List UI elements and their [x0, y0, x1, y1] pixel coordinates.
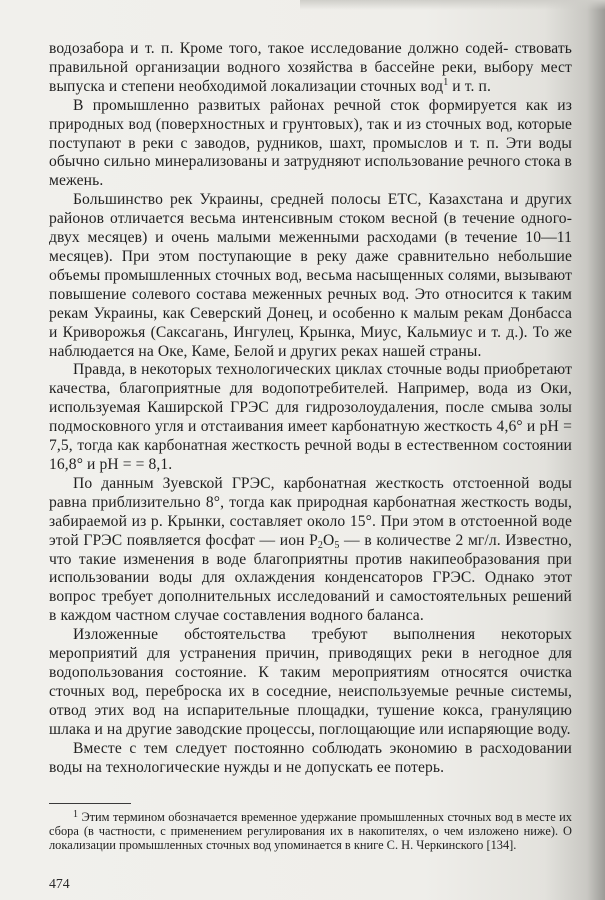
formula-subscript-5: 5: [334, 539, 340, 551]
paragraph-1-line-2: ствовать правильной организации водного хозяйства в бассейне: [49, 40, 572, 76]
paragraph-1: [49, 40, 572, 97]
phosphate-formula: [309, 532, 339, 549]
page-number: 474: [49, 876, 70, 891]
paragraph-6: Изложенные обстоятельства требуют выполнения некоторых мероприятий для устранения причин, приводящих реки в негодное для водопользования состояние. К таким мероприятиям относятся очистка сточных вод, переброска их в соседние, неиспользуемые речные системы, отвод этих вод на испарительные площадки, тушение кокса, грануляцию шлака и на другие заводские процессы, поглощающие или испаряющие воду.: [49, 626, 572, 738]
footnote-reference: 1: [443, 76, 449, 88]
footnote-text-block: [49, 810, 572, 853]
page-edge-shadow: [300, 0, 605, 10]
footnote: [49, 810, 572, 853]
paragraph-2: В промышленно развитых районах речной сток формируется как из природных вод (поверхностных и грунтовых), так и из сточных вод, которые поступают в реки с заводов, рудников, шахт, промыслов и т. п. Эти воды обычно сильно минерализованы и затрудняют использование речного стока в межень.: [49, 96, 572, 190]
paragraph-5-after-formula: — в количестве 2 мг/л. Известно, что такие изменения в воде благоприятны против накипеобразования при использовании воды для охлаждения конденсаторов ГРЭС. Однако этот вопрос требует дополнительных исследований и самостоятельных решений в каждом частном случае составления водного баланса.: [49, 531, 572, 625]
paragraph-5: [49, 475, 572, 626]
paragraph-3: Большинство рек Украины, средней полосы ЕТС, Казахстана и других районов отличается весьма интенсивным стоком весной (в течение одного-двух месяцев) и очень малыми меженными расходами (в течение 10—11 месяцев). При этом поступающие в реку даже сравнительно небольшие объемы промышленных сточных вод, весьма насыщенных солями, вызывают повышение солевого состава меженных речных вод. Это относится к таким рекам Украины, как Северский Донец, и особенно к малым рекам Донбасса и Криворожья (Саксагань, Ингулец, Крынка, Миус, Кальмиус и т. д.). То же наблюдается на Оке, Каме, Белой и других реках нашей страны.: [49, 191, 572, 360]
footnote-separator: [49, 803, 131, 804]
main-text: [49, 40, 572, 777]
paragraph-1-last-suffix: и т. п.: [448, 77, 491, 95]
formula-part-o: O: [323, 531, 335, 549]
paragraph-1-line-3: реки, выбору мест выпуска и степени необходимой локализации: [49, 58, 572, 95]
formula-subscript-2: 2: [317, 539, 323, 551]
paragraph-1-last-line: [360, 78, 491, 95]
paragraph-1-last-prefix: сточных вод: [360, 77, 444, 95]
paragraph-7: Вместе с тем следует постоянно соблюдать экономию в расходовании воды на технологические нужды и не допускать ее потерь.: [49, 739, 572, 776]
paragraph-1-line-1: водозабора и т. п. Кроме того, такое исследование должно содей-: [49, 40, 509, 57]
formula-part-p: P: [309, 531, 318, 549]
paragraph-5-before-formula: По данным Зуевской ГРЭС, карбонатная жесткость отстоенной воды равна приблизительно 8°, тогда как природная карбонатная жесткость воды, забираемой из р. Крынки, составляет около 15°. При этом в отстоенной воде этой ГРЭС появляется фосфат — ион: [49, 474, 572, 549]
footnote-text: Этим термином обозначается временное удержание промышленных сточных вод в месте их сбора (в частности, с применением регулирования их в накопителях, о чем изложено ниже). О локализации промышленных сточных вод упоминается в книге С. Н. Черкинского [134].: [49, 810, 572, 853]
footnote-marker: 1: [73, 809, 78, 820]
paragraph-4: Правда, в некоторых технологических циклах сточные воды приобретают качества, благоприятные для водопотребителей. Например, вода из Оки, используемая Каширской ГРЭС для гидрозолоудаления, после смыва золы подмосковного угля и отстаивания имеет карбонатную жесткость 4,6° и pH = 7,5, тогда как карбонатная жесткость речной воды в естественном состоянии 16,8° и pH = = 8,1.: [49, 361, 572, 473]
